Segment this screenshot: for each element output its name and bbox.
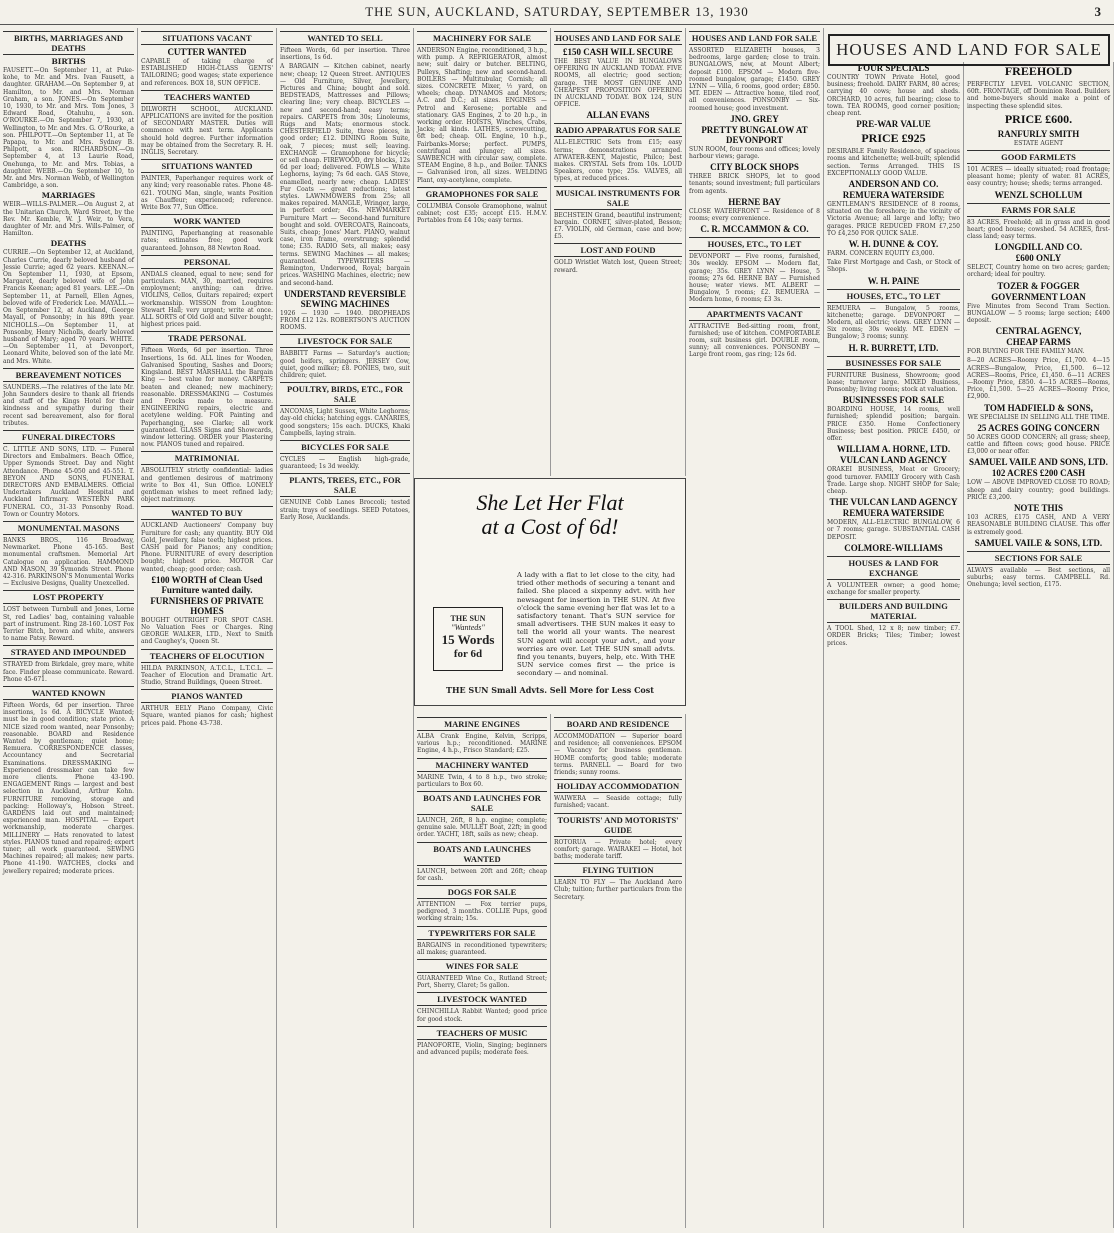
column-houses-radio xyxy=(551,28,686,476)
furnishers-heading: FURNISHERS OF PRIVATE HOMES xyxy=(150,595,264,616)
city-shops: CITY BLOCK SHOPS xyxy=(710,162,799,173)
businesses-text: BOARDING HOUSE, 14 rooms, well furnished; splendid position; bargain. PRICE £350. Home Confectionery Business; best position. PRICE £450, or offer. xyxy=(827,406,960,443)
longdill: LONGDILL AND CO. xyxy=(994,242,1083,253)
column-births xyxy=(0,28,138,1228)
cheap-text: FOR BUYING FOR THE FAMILY MAN. xyxy=(967,348,1085,356)
livestock-text: BABBITT Farms — Saturday's auction; good heifers, springers. JERSEY Cow, quiet, good milker; £8. PONIES, two, suit children; quiet. xyxy=(280,350,410,379)
musical-heading: MUSICAL INSTRUMENTS FOR SALE xyxy=(555,187,681,208)
wtb-text: AUCKLAND Auctioneers' Company buy Furniture for cash; any quantity. BUY Old Gold, Jewellery, false teeth; highest prices. CASH paid for Pianos; any condition; Phone. FURNITURE of every description bought; highest price. MOTOR Car wanted, cheap; good order; cash. xyxy=(141,522,273,573)
feature-advertisement xyxy=(414,478,686,706)
column-situations xyxy=(138,28,277,1228)
masthead-title: THE SUN, AUCKLAND, SATURDAY, SEPTEMBER 13, 1930 xyxy=(365,4,749,19)
acres-cash-text: LOW — ABOVE IMPROVED CLOSE TO ROAD; sheep and dairy country; good buildings. PRICE £3,200. xyxy=(967,479,1110,501)
elocution-heading: TEACHERS OF ELOCUTION xyxy=(141,649,273,663)
farm-list: 8—20 ACRES—Roomy Price, £1,700. 4—15 ACRES—Bungalow, Price, £1,500. 6—12 ACRES—Rooms, Price, £1,450. 6—11 ACRES—Roomy Price, £850. 4—15 ACRES—Rooms, Price, £1,500. 5—25 ACRES—Roomy Price, £2,900. xyxy=(967,357,1110,401)
going-concern: 25 ACRES GOING CONCERN xyxy=(977,422,1100,433)
deaths-heading: DEATHS xyxy=(50,239,87,249)
column-freehold xyxy=(964,62,1114,1228)
horne: WILLIAM A. HORNE, LTD. xyxy=(836,444,951,455)
cr-mccammon: C. R. MCCAMMON & CO. xyxy=(700,224,809,235)
funeral-heading: FUNERAL DIRECTORS xyxy=(3,430,134,444)
matrimonial-text: ABSOLUTELY strictly confidential: ladies and gentlemen desirous of matrimony write to Box 41, Sun Office. LONELY gentleman wishes to meet refined lady; object matrimony. xyxy=(141,467,273,504)
vaile2: SAMUEL VAILE & SONS, LTD. xyxy=(974,537,1103,548)
poultry-text: ANCONAS, Light Sussex, White Leghorns; day-old chicks; hatching eggs. CANARIES, good songsters; 15s each. DUCKS, Khaki Campbells, laying strain. xyxy=(280,408,410,437)
strayed-text: STRAYED from Birkdale, grey mare, white face. Finder please communicate. Reward. Phone 45-671. xyxy=(3,661,134,683)
vulcan: VULCAN LAND AGENCY xyxy=(839,455,947,466)
remuera2-text: MODERN, ALL-ELECTRIC BUNGALOW, 6 or 7 rooms; garage. SUBSTANTIAL CASH DEPOSIT. xyxy=(827,519,960,541)
sections-heading: SECTIONS FOR SALE xyxy=(967,551,1110,565)
burrett: H. R. BURRETT, LTD. xyxy=(848,342,939,353)
vulcan2: THE VULCAN LAND AGENCY xyxy=(829,497,958,508)
lost-found-text: GOLD Wristlet Watch lost, Queen Street; reward. xyxy=(554,259,682,274)
pre-war-text: DESIRABLE Family Residence, of spacious rooms and kitchenette; well-built; splendid section. Terms Arranged. THIS IS EXCEPTIONALLY GOOD VALUE. xyxy=(827,148,960,177)
good-farmlets: GOOD FARMLETS xyxy=(967,150,1110,164)
mach-wanted-heading: MACHINERY WANTED xyxy=(417,758,547,772)
marriages-text: WEIR—WILLS-PALMER.—On August 2, at the Unitarian Church, Ward Street, by the Rev. Mr. Kemble, W. J. Weir, to Vera, daughter of Mr. and Mrs. Wills-Palmer, of Hamilton. xyxy=(3,201,134,238)
freehold-text: PERFECTLY LEVEL VOLCANIC SECTION, 60ft. FRONTAGE, off Dominion Road. Builders and home-buyers should make a point of inspecting these splendid sites. xyxy=(967,81,1110,110)
poultry-heading: POULTRY, BIRDS, ETC., FOR SALE xyxy=(280,382,410,406)
apartments-text: ATTRACTIVE Bed-sitting room, front, furnished; use of kitchen. COMFORTABLE room, suit business girl. DOUBLE room, sunny; all conveniences. PONSONBY — Large front room, gas ring; 12s 6d. xyxy=(689,322,820,359)
section-heading: BIRTHS, MARRIAGES AND DEATHS xyxy=(3,31,134,55)
box-line-1: THE SUN xyxy=(450,614,486,623)
acres-cash: 102 ACRES £200 CASH xyxy=(991,468,1086,479)
sv-heading: SITUATIONS VACANT xyxy=(141,31,273,45)
masthead xyxy=(0,0,1114,25)
sw-text: PAINTER, Paperhanger requires work of any kind; very reasonable rates. Phone 48-621. YOUNG Man, single, wants Position as Chauffeur; experienced; reference. Write Box 77, Sun Office. xyxy=(141,175,273,212)
typewriters-text: BARGAINS in reconditioned typewriters; all makes; guaranteed. xyxy=(417,941,547,956)
lost-text: LOST between Turnbull and Jones, Lorne St, red Ladies' bag, containing valuable part of instrument. Ring 28-160. LOST Fox Terrier Bitch, brown and white, answers to name Patsy. Reward. xyxy=(3,606,134,643)
deaths-text: CURRIE.—On September 12, at Auckland, Charles Currie, dearly beloved husband of Jessie Currie; aged 62 years. KEENAN.—On September 11, 1930, at Epsom, Margaret, dearly beloved wife of John Francis Keenan; aged 81 years. LEE.—On September 11, at Parnell, Ellen Agnes, beloved wife of Frederick Lee. MAYALL.—On September 12, at Auckland, George Mayall, of Ponsonby; in his 89th year. NICHOLLS.—On September 11, at Ponsonby, Henry Nicholls, dearly beloved husband of Mary; aged 70 years. WHITE.—On September 11, at Devonport, Leonard White, beloved son of the late Mr. and Mrs. White. xyxy=(3,249,134,365)
farms-heading: FARMS FOR SALE xyxy=(967,203,1110,217)
bicycles-text: CYCLES — English high-grade, guaranteed; 1s 3d weekly. xyxy=(280,455,410,471)
pianos-text: ARTHUR EELY Piano Company, Civic Square, wanted pianos for cash; highest prices paid. Phone 43-738. xyxy=(141,705,273,727)
births-heading: BIRTHS xyxy=(51,57,86,66)
govt-text: Five Minutes from Second Tram Section. BUNGALOW — 5 rooms; large section; £400 deposit. xyxy=(967,302,1110,325)
cash-headline: £100 WORTH of Clean Used Furniture wanted daily. xyxy=(151,574,263,595)
box-line-3: 15 Words xyxy=(441,632,495,647)
wanted-known-text: Fifteen Words, 6d per insertion. Three insertions, 1s 6d. A BICYCLE Wanted; must be in good condition; state price. A NICE sized room wanted, near Ponsonby; reasonable. BOARD and Residence Wanted by gentleman; quiet home; Remuera. CORRESPONDENCE classes, Accountancy and Secretarial Examinations. DRESSMAKING — Experienced dressmaker can take few more clients. Phone 43-190. ENGAGEMENT Rings — largest and best selection in Auckland, Arthur Kohn. FURNITURE removing, storage and packing: Holloway's, Hobson Street. GARDENS laid out and maintained; experienced man. HOSPITAL — Expert workmanship, moderate charges. MILLINERY — Hats renovated to latest styles. PIANOS tuned and repaired; expert tuner; all work guaranteed. SEWING Machines repaired; all makes; new parts. Phone 41-190. WATCHES, clocks and jewellery repaired; moderate prices. xyxy=(3,702,134,875)
biz-text: FURNITURE Business, Showroom; good lease; turnover large. MIXED Business, Ponsonby; living rooms; stock at valuation. xyxy=(827,371,960,394)
column-houses-to-let xyxy=(686,28,824,1228)
four-specials: FOUR SPECIALS xyxy=(857,63,930,73)
freehold: FREEHOLD xyxy=(1004,64,1073,78)
personal-text: ANDALS cleaned, equal to new; send for particulars. MAN, 30, married, requires employment; anything; can drive. VIOLINS, Cellos, Guitars repaired; expert workmanship. WISSON from Loughton: Stewart Hall; very urgent; write at once. ALL SORTS of Old Gold and Silver bought; highest prices paid. xyxy=(141,270,273,329)
boats-text: LAUNCH, 26ft, 8 h.p. engine; complete; genuine sale. MULLET Boat, 22ft; in good order. YACHT, 18ft, sails as new; cheap. xyxy=(417,817,547,839)
city-shops-text: THREE BRICK SHOPS, let to good tenants; sound investment; full particulars from agents. xyxy=(689,173,820,195)
ww-text: PAINTING, Paperhanging at reasonable rates; estimates free; good work guaranteed. Johnson, 88 Newton Road. xyxy=(141,230,273,252)
paine: W. H. PAINE xyxy=(867,275,920,286)
anderson: ANDERSON AND CO. xyxy=(848,179,939,190)
exchange-heading: HOUSES & LAND FOR EXCHANGE xyxy=(827,556,960,580)
musical-text: BECHSTEIN Grand, beautiful instrument; bargain. CORNET, silver-plated, Besson; £7. VIOLIN, old German, case and bow; £5. xyxy=(554,211,683,241)
plants-heading: PLANTS, TREES, ETC., FOR SALE xyxy=(280,473,410,497)
only-600: £600 ONLY xyxy=(1015,253,1062,264)
wts-heading: WANTED TO SELL xyxy=(280,31,410,45)
machinery-text: ANDERSON Engine, reconditioned, 3 h.p., with pump. A REFRIGERATOR, almost new; suit dairy or butcher. BELTING, Pulleys, Shafting; new and second-hand. BOILERS — Multitubular, Cornish; all sizes. CONCRETE Mixer, ½ yard, on wheels; cheap. DYNAMOS and Motors; A.C. and D.C.; all sizes. ENGINES — Petrol and Kerosene; portable and stationary. GAS Engines, 2 to 20 h.p., in working order. HOISTS, Winches, Crabs, Jacks; all kinds. LATHES, screwcutting, 6ft bed; cheap. OIL Engine, 10 h.p., Fairbanks-Morse; perfect. PUMPS, centrifugal and plunger; all sizes. SAWBENCH with circular saw, complete. STEAM Engine, 8 h.p., and Boiler. TANKS — Galvanised iron, all sizes. WELDING Plant, oxy-acetylene, complete. xyxy=(417,47,547,184)
allan-evans: ALLAN EVANS xyxy=(586,110,650,121)
feature-title-1: She Let Her Flat xyxy=(476,490,624,515)
government-loan: GOVERNMENT LOAN xyxy=(991,291,1086,302)
elocution-text: HILDA PARKINSON, A.T.C.L., L.T.C.L. — Teacher of Elocution and Dramatic Art. Studio, Strand Buildings, Queen Street. xyxy=(141,664,273,686)
ww-heading: WORK WANTED xyxy=(141,214,273,228)
lost-heading: LOST PROPERTY xyxy=(3,590,134,604)
reversible-heading: UNDERSTAND REVERSIBLE SEWING MACHINES xyxy=(283,288,407,309)
reversible-text: 1926 — 1930 — 1940. DROPHEADS FROM £12 12s. ROBERTSON'S AUCTION ROOMS. xyxy=(280,309,410,332)
gramophones-text: COLUMBIA Console Gramophone, walnut cabinet; cost £35; accept £15. H.M.V. Portables from £4 10s; easy terms. xyxy=(417,202,547,225)
ranfurly: RANFURLY SMITH xyxy=(997,128,1080,139)
ranfurly-sub: ESTATE AGENT xyxy=(1013,139,1064,147)
concern-text: 50 ACRES GOOD CONCERN; all grass; sheep, cattle and fifteen cows; good house. PRICE £3,000 or near offer. xyxy=(967,433,1110,456)
dogs-text: ATTENTION — Fox terrier pups, pedigreed, 3 months. COLLIE Pups, good working strain; 15s. xyxy=(417,901,547,923)
feature-title-2: at a Cost of 6d! xyxy=(481,514,619,539)
herne-bay: HERNE BAY xyxy=(728,196,781,207)
machinery-heading: MACHINERY FOR SALE xyxy=(417,31,547,45)
biz-heading: BUSINESSES FOR SALE xyxy=(827,356,960,370)
column-board xyxy=(551,714,686,1228)
farms-text: 83 ACRES, Freehold; all in grass and in good heart; good house; cowshed. 54 ACRES, first-class land; easy terms. xyxy=(967,218,1110,241)
strayed-heading: STRAYED AND IMPOUNDED xyxy=(3,645,134,659)
herne-text: CLOSE WATERFRONT — Residence of 8 rooms; every convenience. xyxy=(689,207,820,223)
hadfield-sub: WE SPECIALISE IN SELLING ALL THE TIME. xyxy=(967,413,1110,421)
radio-heading: RADIO APPARATUS FOR SALE xyxy=(555,125,681,136)
sun-wanteds-box xyxy=(433,607,503,671)
pre-war-price: PRICE £925 xyxy=(861,131,926,146)
colmore: COLMORE-WILLIAMS xyxy=(844,542,943,553)
wts-text: A BARGAIN — Kitchen cabinet, nearly new; cheap; 12 Queen Street. ANTIQUES — Old Furniture, Silver, Jewellery, Pictures and China; bought and sold. BEDSTEADS, Mattresses and Pillows; clearing line; very cheap. BICYCLES — new and second-hand; easy terms; repairs. CARPETS from 30s; Linoleums, Rugs and Mats; enormous stock. CHESTERFIELD Suite, three pieces, in good order; £12. DINING Room Suite, oak, 7 pieces; must sell; leaving. EXCHANGE — Gramophone for bicycle; or sell cheap. FIREWOOD, dry blocks, 12s 6d per load; delivered. FOWLS — White Leghorns, laying; 7s 6d each. GAS Stove, enamelled, nearly new; cheap. LADIES' Fur Coats — great reductions; latest styles. LAWNMOWERS from 25s; all makes repaired. MANGLE, Wringer, large, in perfect order; 45s. NEWMARKET Furniture Mart — Second-hand furniture bought and sold. OVERCOATS, Raincoats, Suits, cheap; Jones' Mart. PIANO, walnut case, iron frame, overstrung; splendid tone; £35. RADIO Sets, all makes; easy terms. SEWING Machines — all makes; guaranteed. TYPEWRITERS — Remington, Underwood, Royal; bargain prices. WASHING Machines, electric; new and second-hand. xyxy=(280,63,410,287)
specials-text: COUNTRY TOWN Private Hotel, good business; freehold. DAIRY FARM, 80 acres; carrying 40 cows; house and sheds. ORCHARD, 10 acres, full bearing; close to town. TEA ROOMS, good corner position; cheap rent. xyxy=(827,74,960,118)
flying-text: LEARN TO FLY — The Auckland Aero Club; tuition; further particulars from the Secretary. xyxy=(554,879,682,901)
feature-body: A lady with a flat to let close to the city, had tried other methods of securing a tenant and failed. She placed a sixpenny advt. with her newsagent for insertion in THE SUN. At five o'clock the same evening her flat was let to a satisfactory tenant. That's SUN service for small advertisers. THE SUN makes it easy to tell the world all your wants. The nearest SUN agent will accept your advt., and your worries are over. Let THE SUN small advts. find you tenants, buyers, help, etc. With THE SUN service comes first — the price is secondary — and nominal. xyxy=(517,571,675,678)
freehold-price: PRICE £600. xyxy=(1004,111,1073,126)
note-this: NOTE THIS xyxy=(1013,503,1064,514)
jno-grey: JNO. GREY xyxy=(730,113,779,124)
column-machinery xyxy=(414,28,551,476)
plants-text: GENUINE Cobb Lanes Broccoli; tested strain; trays of seedlings. SEED Potatoes, Early Rose, Aucklands. xyxy=(280,499,410,521)
dogs-heading: DOGS FOR SALE xyxy=(417,885,547,899)
exchange-text: A VOLUNTEER owner; a good home; exchange for smaller property. xyxy=(827,581,960,596)
feature-tagline: THE SUN Small Advts. Sell More for Less Cost xyxy=(446,685,654,695)
vaile: SAMUEL VAILE AND SONS, LTD. xyxy=(969,457,1108,468)
box-line-2: "Wanteds" xyxy=(451,623,485,632)
tozer: TOZER & FOGGER xyxy=(997,280,1080,291)
note-text: 103 ACRES, £175 CASH, AND A VERY REASONABLE BUILDING CLAUSE. This offer is extremely good. xyxy=(967,514,1110,536)
houses-let-text: DEVONPORT — Five rooms, furnished, 30s weekly. EPSOM — Modern flat, garage; 35s. GREY LYNN — House, 5 rooms; 27s 6d. HERNE BAY — Furnished house; water views. MT. ALBERT — Bungalow, 5 rooms; £2. REMUERA — Modern home, 6 rooms; £3 3s. xyxy=(689,253,820,304)
tourists-text: ROTORUA — Private hotel; every comfort; garage. WAIRAKEI — Hotel, hot baths; moderate tariff. xyxy=(554,838,682,861)
monumental-text: BANKS BROS., 116 Broadway, Newmarket. Phone 45-165. Best monumental craftsmen. Memorial Art Catalogue on application. HAMMOND AND MASON, 39 Symonds Street. Phone 42-316. PARKINSON'S Monumental Works — Exclusive Designs, Quality Unexcelled. xyxy=(3,536,134,588)
board-text: ACCOMMODATION — Superior board and residence; all conveniences. EPSOM — Vacancy for business gentleman. HOME comforts; good table; moderate terms. PARNELL — Board for two friends; sunny rooms. xyxy=(554,733,682,777)
mach-wanted-text: MARINE Twin, 4 to 8 h.p., two stroke; particulars to Box 60. xyxy=(417,773,547,788)
col6-heading: HOUSES AND LAND FOR SALE xyxy=(689,31,820,45)
houses-let2-text: REMUERA — Bungalow, 5 rooms, kitchenette; garage. DEVONPORT — Modern, all electric; views. GREY LYNN — Six rooms; 30s weekly. MT. EDEN — Bungalow; 3 rooms; sunny. xyxy=(827,304,960,341)
pretty-bungalow: PRETTY BUNGALOW AT DEVONPORT xyxy=(701,124,808,145)
sections-text: ALWAYS available — Best sections, all suburbs; easy terms. CAMPBELL Rd. Onehunga; level section, £175. xyxy=(967,566,1110,589)
music-teachers-heading: TEACHERS OF MUSIC xyxy=(417,1026,547,1040)
column-marine xyxy=(414,714,551,1228)
boats-wanted-text: LAUNCH, between 20ft and 26ft; cheap for cash. xyxy=(417,867,547,882)
sw-heading: SITUATIONS WANTED xyxy=(141,159,273,173)
houses-banner-wrap xyxy=(826,30,1112,70)
gramophones-heading: GRAMOPHONES FOR SALE xyxy=(417,187,547,201)
only-text: SELECT, Country home on two acres; garden; orchard; ideal for poultry. xyxy=(967,264,1110,279)
music-teachers-text: PIANOFORTE, Violin, Singing; beginners and advanced pupils; moderate fees. xyxy=(417,1041,547,1057)
businesses-heading: BUSINESSES FOR SALE xyxy=(842,395,945,406)
typewriters-heading: TYPEWRITERS FOR SALE xyxy=(417,926,547,940)
dunne: W. H. DUNNE & COY. xyxy=(848,239,939,250)
cash-secure-text: THE BEST VALUE IN BUNGALOWS OFFERING IN AUCKLAND TODAY. FIVE ROOMS, all electric; good section; garage. THE MOST GENUINE AND CHEAPEST PROPOSITION OFFERING IN AUCKLAND TODAY. BOX 124, SUN OFFICE. xyxy=(554,58,682,109)
marriages-heading: MARRIAGES xyxy=(41,191,96,201)
bereavement-heading: BEREAVEMENT NOTICES xyxy=(3,368,134,382)
cash-secure-heading: £150 CASH WILL SECURE xyxy=(562,47,674,57)
central-agency: CENTRAL AGENCY, xyxy=(995,326,1082,337)
boats-wanted-heading: BOATS AND LAUNCHES WANTED xyxy=(417,842,547,866)
houses-let2-heading: HOUSES, ETC., TO LET xyxy=(827,289,960,303)
houses-banner: HOUSES AND LAND FOR SALE xyxy=(828,34,1110,66)
farm-heading: FARM. CONCERN EQUITY £3,000. xyxy=(827,250,935,258)
marine-heading: MARINE ENGINES xyxy=(417,717,547,731)
boats-heading: BOATS AND LAUNCHES FOR SALE xyxy=(417,791,547,815)
wines-text: GUARANTEED Wine Co., Rutland Street; Port, Sherry, Claret; 5s gallon. xyxy=(417,975,547,990)
livestock-wanted-text: CHINCHILLA Rabbit Wanted; good price for good stock. xyxy=(417,1008,547,1023)
wtb-heading: WANTED TO BUY xyxy=(141,506,273,520)
bereavement-text: SAUNDERS.—The relatives of the late Mr. John Saunders desire to thank all friends and staff of the Kings Hotel for their kindness and sympathy during their recent sad bereavement, also for floral tributes. xyxy=(3,383,134,427)
vulcan-text: ORAKEI BUSINESS, Meat or Grocery; good turnover. FAMILY Grocery with Cash Trade. Large shop. NIGHT SHOP for Sale; cheap. xyxy=(827,466,960,495)
furnishers-text: BOUGHT OUTRIGHT FOR SPOT CASH. No Valuation Fees or Charges. Ring GEORGE WALKER, LTD., Next to Smith and Caughey's, Queen St. xyxy=(141,616,273,646)
marine-text: ALBA Crank Engine, Kelvin, Scripps, various h.p.; reconditioned. MARINE Engine, 4 h.p., Frisco Standard; £25. xyxy=(417,733,547,755)
flying-heading: FLYING TUITION xyxy=(554,863,682,877)
builders-heading: BUILDERS AND BUILDING MATERIAL xyxy=(827,599,960,623)
page-number: 3 xyxy=(1094,4,1102,19)
bicycles-heading: BICYCLES FOR SALE xyxy=(280,440,410,454)
wines-heading: WINES FOR SALE xyxy=(417,959,547,973)
trade-text: Fifteen Words, 6d per insertion. Three Insertions, 1s 6d. ALL lines for Wooden, Galvanised Spouting, Sashes and Doors; Kingsland. BEST MARSHALL the Bargain King — best value for money. CARPETS beaten and cleaned; new machinery; reasonable. DRESSMAKING — Costumes and Frocks made to measure. ENGINEERING repairs, electric and acetylene welding. FOR Painting and Paperhanging, see Clarke; all work guaranteed. GLASS Signs and Showcards, window lettering. ORDER your Plastering now. PIANOS tuned and repaired. xyxy=(141,347,273,449)
births-text: FAUSETT.—On September 11, at Puke-kohe, to Mr. and Mrs. Ivan Fausett, a daughter. GRAHAM.—On September 9, at Hamilton, to Mr. and Mrs. Norman Graham, a son. JONES.—On September 10, 1930, to Mr. and Mrs. Tom Jones, 3 Edward Road, Otahuhu, a son. O'ROURKE.—On September 7, 1930, at Wellington, to Mr. and Mrs. G. O'Rourke, a son. PHILPOTT.—On September 11, at Te Papapa, to Mr. and Mrs. Sydney B. Philpott, a son. RICHARDSON.—On September 4, at 13 Laurie Road, Onehunga, to Mr. and Mrs. Tobias, a daughter. WEBB.—On September 10, to Mr. and Mrs. Norman Webb, of Wellington Cambridge, a son. xyxy=(3,67,134,190)
col6-text: ASSORTED ELIZABETH houses, 3 bedrooms, large garden; close to train. BUNGALOWS, new, at Mount Albert; deposit £100. EPSOM — Modern five-roomed bungalow, garage; £1450. GREY LYNN — Villa, 6 rooms, good order; £850. MT. EDEN — Attractive home, tiled roof, all conveniences. PONSONBY — Six-roomed house; good investment. xyxy=(689,47,820,112)
trade-heading: TRADE PERSONAL xyxy=(141,331,273,345)
monumental-heading: MONUMENTAL MASONS xyxy=(3,521,134,535)
board-heading: BOARD AND RESIDENCE xyxy=(554,717,682,731)
pre-war: PRE-WAR VALUE xyxy=(856,119,931,130)
holiday-text: WAIWERA — Seaside cottage; fully furnished; vacant. xyxy=(554,795,682,810)
cheap-farms: CHEAP FARMS xyxy=(1006,337,1071,348)
wts-intro: Fifteen Words, 6d per insertion. Three insertions, 1s 6d. xyxy=(280,47,410,62)
matrimonial-heading: MATRIMONIAL xyxy=(141,451,273,465)
builders-text: A TOOL Shed, 12 x 8; new timber; £7. ORDER Bricks; Tiles; Timber; lowest prices. xyxy=(827,625,960,647)
farm-text: Take First Mortgage and Cash, or Stock of Shops. xyxy=(827,259,960,274)
funeral-text: C. LITTLE AND SONS, LTD. — Funeral Directors and Embalmers. Beach Office, Upper Symonds Street. Day and Night Attendance. Phone 45-050 and 45-551. T. BEYON AND SONS, FUNERAL DIRECTORS AND EMBALMERS. Official Undertakers Auckland Hospital and Auckland Infirmary. WESTERN PARK FUNERAL CO., 31-33 Ponsonby Road. Town or Country Motors. xyxy=(3,445,134,518)
radio-text: ALL-ELECTRIC Sets from £15; easy terms; demonstrations arranged. ATWATER-KENT, Majestic, Philco; best makes. CRYSTAL Sets from 10s. LOUD Speakers, cone type; 25s. VALVES, all types, at reduced prices. xyxy=(554,139,682,183)
cutter-heading: CUTTER WANTED xyxy=(167,47,247,57)
wenzl: WENZL SCHOLLUM xyxy=(994,189,1083,200)
sv-text: CAPABLE of taking charge of ESTABLISHED HIGH-CLASS GENTS' TAILORING; good wages; state experience and references. BOX 18, SUN OFFICE. xyxy=(141,58,273,87)
teachers-text: DILWORTH SCHOOL, AUCKLAND. APPLICATIONS are invited for the position of SECONDARY MASTER. Duties will commence with next term. Applicants should hold degree. Further information may be obtained from the Secretary. R. H. INGLIS, Secretary. xyxy=(141,105,273,157)
holiday-heading: HOLIDAY ACCOMMODATION xyxy=(554,779,682,793)
remuera2: REMUERA WATERSIDE xyxy=(842,508,945,519)
column-specials xyxy=(824,62,964,1228)
livestock-heading: LIVESTOCK FOR SALE xyxy=(280,334,410,348)
pretty-text: SUN ROOM, four rooms and offices; lovely harbour views; garage. xyxy=(689,145,820,161)
hl-heading: HOUSES AND LAND FOR SALE xyxy=(555,33,681,43)
teachers-heading: TEACHERS WANTED xyxy=(141,90,273,104)
tourists-heading: TOURISTS' AND MOTORISTS' GUIDE xyxy=(554,813,682,837)
column-wanted-to-sell xyxy=(277,28,414,1228)
houses-let-heading: HOUSES, ETC., TO LET xyxy=(689,237,820,251)
farmlets-text: 101 ACRES — ideally situated; road frontage; pleasant home; plenty of water. 81 ACRES, easy country; house; sheds; terms arranged. xyxy=(967,166,1110,188)
box-line-4: for 6d xyxy=(453,648,483,660)
lost-found-heading: LOST AND FOUND xyxy=(554,243,682,257)
livestock-wanted-heading: LIVESTOCK WANTED xyxy=(417,992,547,1006)
pianos-heading: PIANOS WANTED xyxy=(141,689,273,703)
wanted-known-heading: WANTED KNOWN xyxy=(3,686,134,700)
apartments-heading: APARTMENTS VACANT xyxy=(689,307,820,321)
hadfield: TOM HADFIELD & SONS, xyxy=(984,402,1093,413)
remuera-text: GENTLEMAN'S RESIDENCE of 8 rooms, situated on the foreshore; in the vicinity of Victoria Avenue; all large and lofty; two garages. PRICE REDUCED FROM £7,250 TO £4,250 FOR QUICK SALE. xyxy=(827,201,960,237)
personal-heading: PERSONAL xyxy=(141,255,273,269)
remuera: REMUERA WATERSIDE xyxy=(842,190,945,201)
